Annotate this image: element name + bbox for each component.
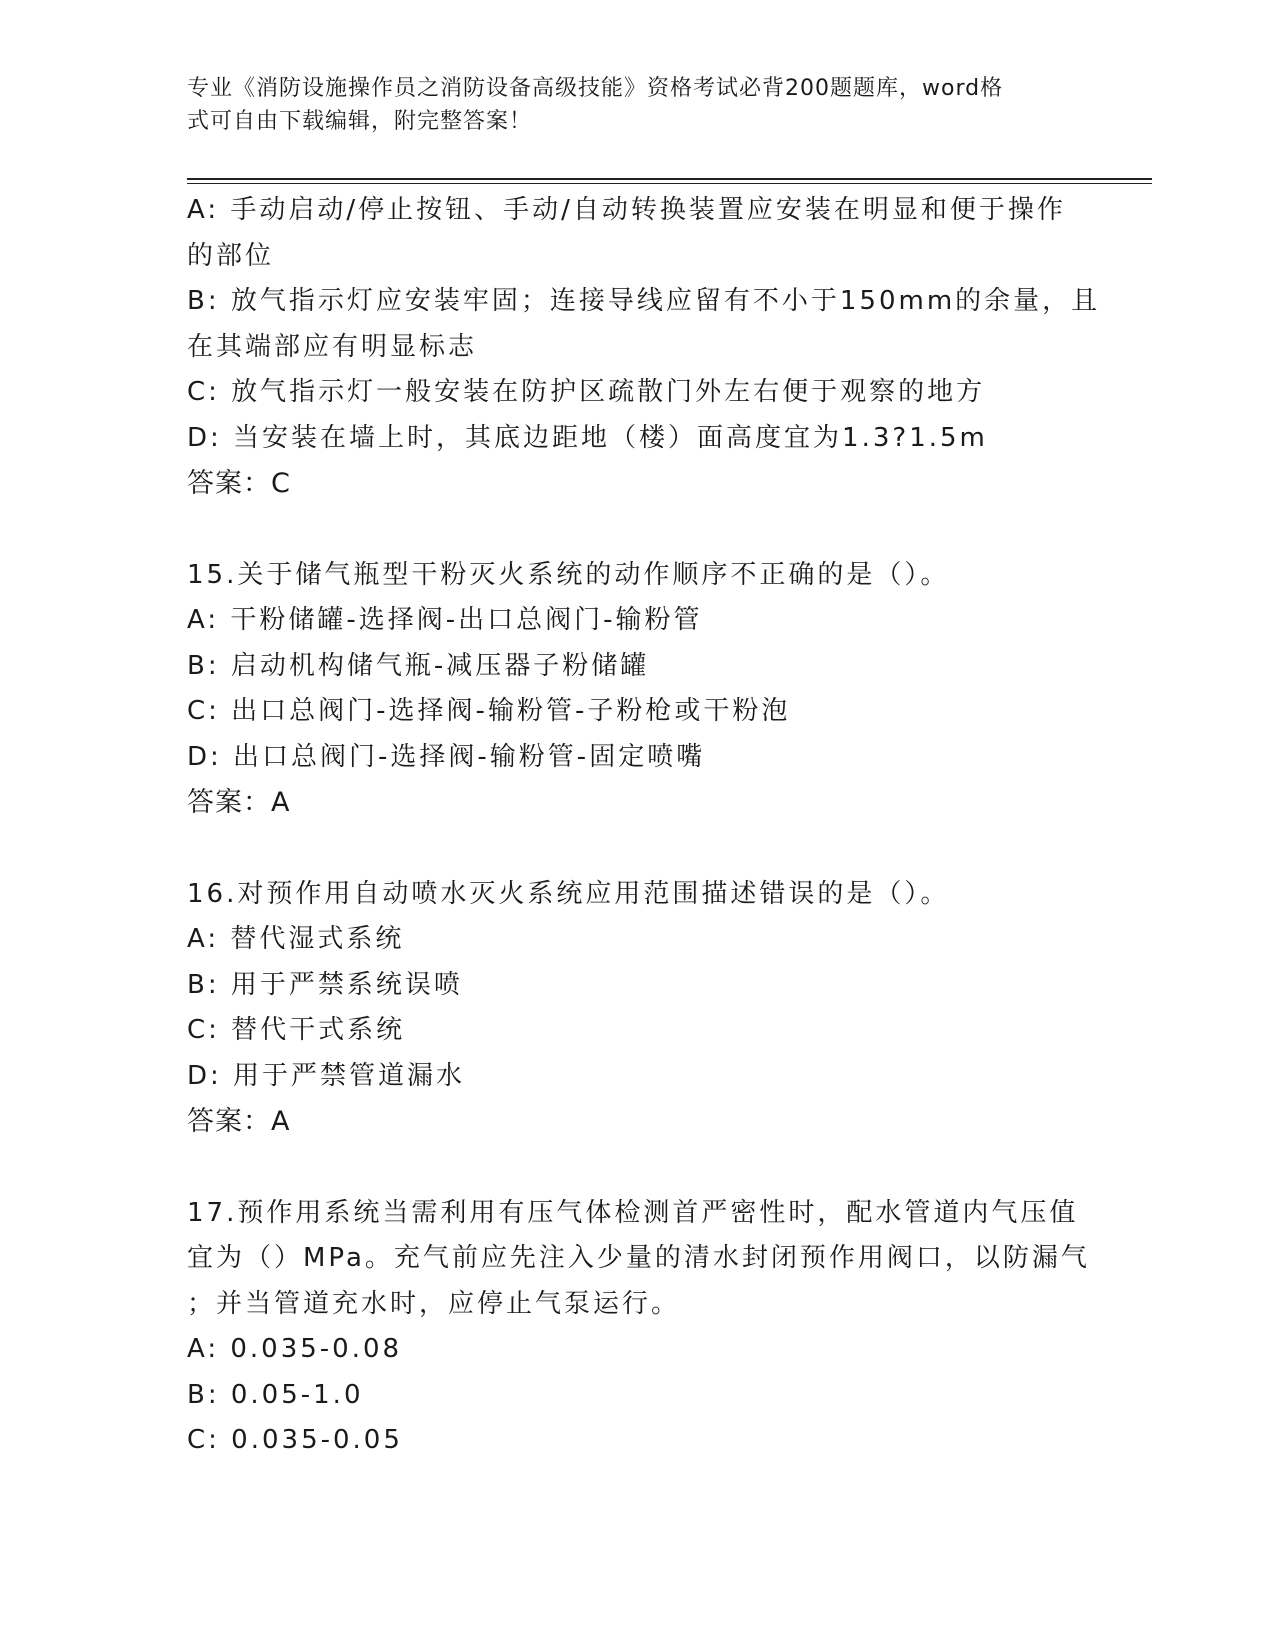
- spacer: [187, 507, 1087, 553]
- option-d: D: 用于严禁管道漏水: [187, 1060, 466, 1091]
- option-d: D: 出口总阀门-选择阀-输粉管-固定喷嘴: [187, 741, 706, 772]
- option-a-line-2: 的部位: [187, 240, 275, 271]
- question-stem: 16.对预作用自动喷水灭火系统应用范围描述错误的是（）。: [187, 878, 950, 909]
- option-b: B: 用于严禁系统误喷: [187, 969, 463, 1000]
- answer: 答案：C: [187, 468, 291, 499]
- question-14-block: [187, 188, 1101, 507]
- spacer: [187, 826, 1087, 872]
- header-divider-thin: [187, 183, 1152, 184]
- option-a: A: 替代湿式系统: [187, 924, 405, 954]
- option-b-line-1: B: 放气指示灯应安装牢固；连接导线应留有不小于150mm的余量，且: [187, 286, 1101, 316]
- option-a-line-1: A: 手动启动/停止按钮、手动/自动转换装置应安装在明显和便于操作: [187, 195, 1066, 225]
- option-d: D: 当安装在墙上时，其底边距地（楼）面高度宜为1.3?1.5m: [187, 422, 988, 453]
- question-stem: 15.关于储气瓶型干粉灭火系统的动作顺序不正确的是（）。: [187, 559, 950, 590]
- answer: 答案：A: [187, 1106, 291, 1137]
- option-c: C: 替代干式系统: [187, 1015, 406, 1045]
- document-header: [187, 72, 1067, 138]
- question-stem-line-2: 宜为（）MPa。充气前应先注入少量的清水封闭预作用阀口，以防漏气: [187, 1243, 1090, 1273]
- question-list: [187, 188, 1101, 1464]
- question-15-block: [187, 553, 1087, 826]
- question-stem-line-3: ；并当管道充水时，应停止气泵运行。: [187, 1288, 681, 1319]
- question-16-block: [187, 872, 1087, 1145]
- option-a: A: 干粉储罐-选择阀-出口总阀门-输粉管: [187, 605, 703, 635]
- option-a: A: 0.035-0.08: [187, 1334, 403, 1364]
- option-c: C: 放气指示灯一般安装在防护区疏散门外左右便于观察的地方: [187, 377, 986, 407]
- option-c: C: 0.035-0.05: [187, 1425, 403, 1455]
- option-b: B: 启动机构储气瓶-减压器子粉储罐: [187, 650, 650, 681]
- option-c: C: 出口总阀门-选择阀-输粉管-子粉枪或干粉泡: [187, 696, 791, 726]
- header-divider-thick: [187, 178, 1152, 180]
- question-17-block: [187, 1191, 1090, 1464]
- option-b: B: 0.05-1.0: [187, 1379, 364, 1410]
- header-line-1: 专业《消防设施操作员之消防设备高级技能》资格考试必背200题题库，word格: [187, 76, 1004, 101]
- answer: 答案：A: [187, 787, 291, 818]
- question-stem-line-1: 17.预作用系统当需利用有压气体检测首严密性时，配水管道内气压值: [187, 1197, 1079, 1228]
- option-b-line-2: 在其端部应有明显标志: [187, 331, 478, 362]
- header-line-2: 式可自由下载编辑，附完整答案！: [187, 109, 533, 134]
- spacer: [187, 1145, 1087, 1191]
